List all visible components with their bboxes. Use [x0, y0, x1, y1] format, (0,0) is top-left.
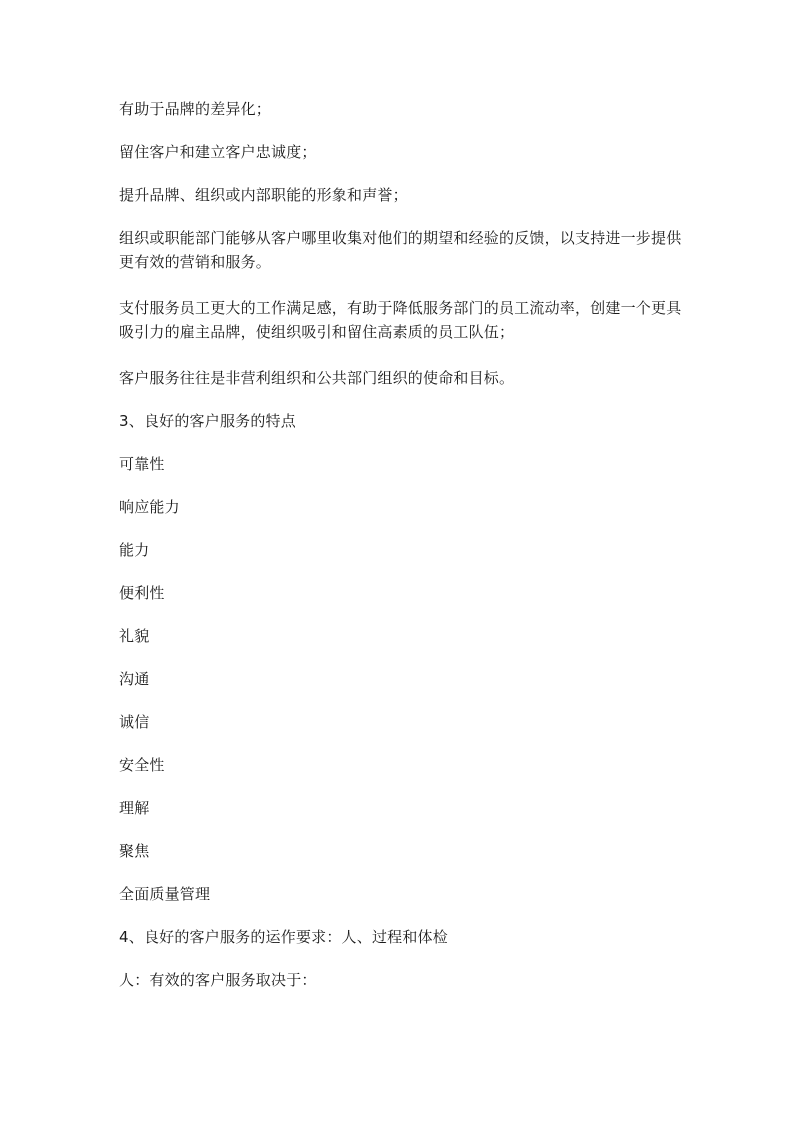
paragraph-nonprofit-mission: 客户服务往往是非营利组织和公共部门组织的使命和目标。 — [119, 369, 515, 387]
list-item-total-quality-management: 全面质量管理 — [119, 885, 211, 903]
list-item-integrity: 诚信 — [119, 713, 150, 731]
list-item-communication: 沟通 — [119, 670, 150, 688]
paragraph-brand-differentiation: 有助于品牌的差异化； — [119, 100, 272, 118]
list-item-competence: 能力 — [119, 541, 150, 559]
list-item-reliability: 可靠性 — [119, 455, 165, 473]
list-item-responsiveness: 响应能力 — [119, 498, 180, 516]
list-item-convenience: 便利性 — [119, 584, 165, 602]
section-heading-characteristics: 3、良好的客户服务的特点 — [119, 412, 296, 430]
section-heading-operating-requirements: 4、良好的客户服务的运作要求：人、过程和体检 — [119, 928, 448, 946]
list-item-understanding: 理解 — [119, 799, 150, 817]
list-item-security: 安全性 — [119, 756, 165, 774]
paragraph-employee-satisfaction: 支付服务员工更大的工作满足感，有助于降低服务部门的员工流动率，创建一个更具吸引力的雇主品牌，使组织吸引和留住高素质的员工队伍； — [119, 299, 682, 341]
paragraph-customer-loyalty: 留住客户和建立客户忠诚度； — [119, 143, 317, 161]
list-item-courtesy: 礼貌 — [119, 627, 150, 645]
paragraph-customer-feedback: 组织或职能部门能够从客户哪里收集对他们的期望和经验的反馈，以支持进一步提供更有效的营销和服务。 — [119, 229, 682, 271]
list-item-focus: 聚焦 — [119, 842, 150, 860]
paragraph-people-requirements: 人：有效的客户服务取决于： — [119, 971, 317, 989]
paragraph-brand-image: 提升品牌、组织或内部职能的形象和声誉； — [119, 186, 408, 204]
